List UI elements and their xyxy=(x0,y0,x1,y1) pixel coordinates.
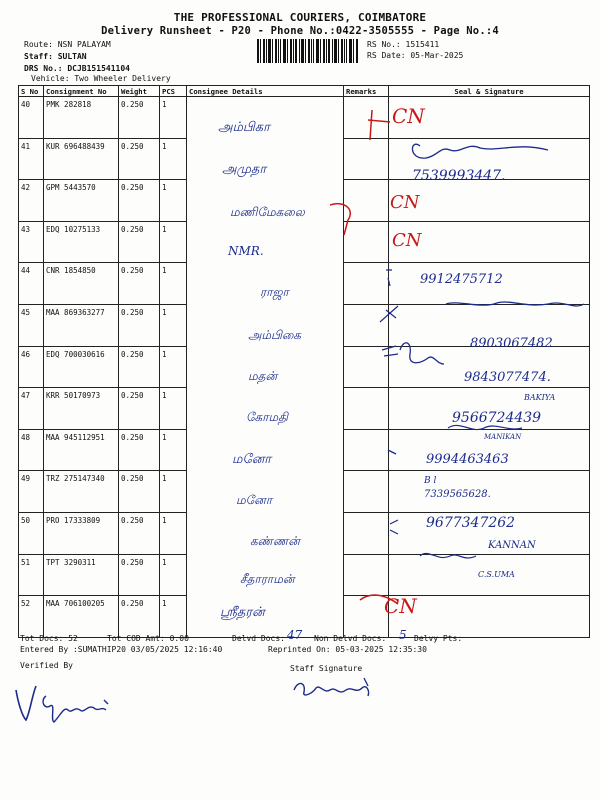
row-sno: 46 xyxy=(19,346,44,388)
handwritten-note: KANNAN xyxy=(488,540,536,551)
row-consignment-no: MAA 706100205 xyxy=(44,596,119,638)
handwritten-name: மனோ xyxy=(232,452,272,467)
handwritten-phone: 9677347262 xyxy=(426,515,516,531)
red-cn-mark: CN xyxy=(392,230,422,251)
entered-by: Entered By :SUMATHIP20 03/05/2025 12:16:40 xyxy=(20,645,223,654)
drs-no-label: DRS No.: DCJB151541104 xyxy=(24,64,130,73)
row-consignment-no: TPT 3290311 xyxy=(44,554,119,596)
row-consignment-no: PRO 17333809 xyxy=(44,512,119,554)
row-weight: 0.250 xyxy=(119,221,160,263)
handwritten-name: NMR. xyxy=(228,244,264,258)
row-sno: 50 xyxy=(19,512,44,554)
row-consignment-no: GPM 5443570 xyxy=(44,180,119,222)
delvd-docs-value: 47 xyxy=(287,628,303,642)
handwritten-phone: 9912475712 xyxy=(420,272,503,287)
handwritten-name: அம்பிகா xyxy=(218,120,270,135)
row-weight: 0.250 xyxy=(119,596,160,638)
row-weight: 0.250 xyxy=(119,554,160,596)
rs-date-label: RS Date: 05-Mar-2025 xyxy=(367,51,464,60)
row-pcs: 1 xyxy=(160,304,187,346)
handwritten-phone: 9994463463 xyxy=(426,452,509,467)
row-sno: 45 xyxy=(19,304,44,346)
handwritten-note: BAKIYA xyxy=(524,393,556,402)
red-cn-mark: CN xyxy=(384,594,417,618)
handwritten-name: கோமதி xyxy=(246,410,288,424)
company-title: THE PROFESSIONAL COURIERS, COIMBATORE xyxy=(173,11,427,24)
row-sno: 47 xyxy=(19,388,44,430)
handwritten-note: B l xyxy=(424,476,437,486)
row-weight: 0.250 xyxy=(119,388,160,430)
red-cn-mark: CN xyxy=(390,192,420,213)
row-pcs: 1 xyxy=(160,263,187,305)
delvy-pts-label: Delvy Pts: xyxy=(414,634,463,643)
col-pcs: PCS xyxy=(160,86,187,97)
handwritten-name: கண்ணன் xyxy=(250,534,300,548)
row-weight: 0.250 xyxy=(119,512,160,554)
row-sno: 43 xyxy=(19,221,44,263)
row-pcs: 1 xyxy=(160,471,187,513)
row-consignee-details xyxy=(187,221,344,263)
row-sno: 52 xyxy=(19,596,44,638)
remarks-pen-marks xyxy=(330,110,400,610)
handwritten-phone: 7539993447. xyxy=(412,168,506,184)
row-weight: 0.250 xyxy=(119,138,160,180)
rs-no-label: RS No.: 1515411 xyxy=(367,40,440,49)
row-pcs: 1 xyxy=(160,512,187,554)
tot-cod-amt: Tot COD Amt: 0.00 xyxy=(107,634,189,643)
handwritten-note: MANIKAN xyxy=(484,433,522,441)
delvd-docs-label: Delvd Docs: xyxy=(232,634,285,643)
non-delvd-docs-label: Non Delvd Docs: xyxy=(314,634,387,643)
row-pcs: 1 xyxy=(160,346,187,388)
row-seal-signature xyxy=(389,596,590,638)
handwritten-phone: 8903067482 xyxy=(470,336,553,351)
handwritten-name: ராஜா xyxy=(260,285,289,299)
col-weight: Weight xyxy=(119,86,160,97)
row-consignment-no: CNR 1854850 xyxy=(44,263,119,305)
row-pcs: 1 xyxy=(160,180,187,222)
route-label: Route: NSN PALAYAM xyxy=(24,40,111,49)
col-consignee: Consignee Details xyxy=(187,86,344,97)
verifier-signature xyxy=(10,676,120,732)
row-sno: 40 xyxy=(19,97,44,139)
row-pcs: 1 xyxy=(160,138,187,180)
handwritten-phone: 7339565628. xyxy=(424,489,491,500)
row-sno: 42 xyxy=(19,180,44,222)
row-pcs: 1 xyxy=(160,97,187,139)
row-consignment-no: KRR 50170973 xyxy=(44,388,119,430)
handwritten-name: அம்பிகை xyxy=(248,328,301,342)
row-weight: 0.250 xyxy=(119,346,160,388)
row-consignment-no: MAA 945112951 xyxy=(44,429,119,471)
row-consignment-no: TRZ 275147340 xyxy=(44,471,119,513)
row-pcs: 1 xyxy=(160,554,187,596)
red-cn-mark: CN xyxy=(392,104,425,128)
row-weight: 0.250 xyxy=(119,263,160,305)
col-sno: S No xyxy=(19,86,44,97)
row-sno: 51 xyxy=(19,554,44,596)
row-consignment-no: EDQ 10275133 xyxy=(44,221,119,263)
handwritten-name: ஸ்ரீதரன் xyxy=(220,605,265,620)
row-sno: 49 xyxy=(19,471,44,513)
handwritten-name: மனோ xyxy=(236,493,273,507)
row-pcs: 1 xyxy=(160,429,187,471)
staff-signature-label: Staff Signature xyxy=(290,664,363,673)
row-consignee-details xyxy=(187,596,344,638)
row-consignment-no: MAA 869363277 xyxy=(44,304,119,346)
vehicle-label: Vehicle: Two Wheeler Delivery xyxy=(31,74,171,83)
row-weight: 0.250 xyxy=(119,180,160,222)
row-weight: 0.250 xyxy=(119,471,160,513)
handwritten-phone: 9843077474. xyxy=(464,370,551,385)
handwritten-name: மணிமேகலை xyxy=(230,205,305,219)
row-sno: 44 xyxy=(19,263,44,305)
table-header-row xyxy=(19,86,590,97)
handwritten-name: மதன் xyxy=(248,369,278,383)
handwritten-name: சீதாராமன் xyxy=(240,572,295,586)
verified-by-label: Verified By xyxy=(20,661,73,670)
row-weight: 0.250 xyxy=(119,304,160,346)
col-remarks: Remarks xyxy=(344,86,389,97)
staff-label: Staff: SULTAN xyxy=(24,52,87,61)
runsheet-title: Delivery Runsheet - P20 - Phone No.:0422-3505555 - Page No.:4 xyxy=(101,25,499,37)
non-delvd-docs-value: 5 xyxy=(399,628,407,642)
row-pcs: 1 xyxy=(160,221,187,263)
handwritten-phone: 9566724439 xyxy=(452,410,542,426)
table-row xyxy=(19,596,590,638)
row-pcs: 1 xyxy=(160,596,187,638)
handwritten-name: அமுதா xyxy=(222,162,267,177)
row-weight: 0.250 xyxy=(119,429,160,471)
col-consignment: Consignment No xyxy=(44,86,119,97)
reprinted-on: Reprinted On: 05-03-2025 12:35:30 xyxy=(268,645,427,654)
staff-signature xyxy=(290,674,380,700)
row-consignment-no: PMK 282818 xyxy=(44,97,119,139)
row-sno: 48 xyxy=(19,429,44,471)
seal-signatures xyxy=(398,128,588,598)
row-consignment-no: EDQ 700030616 xyxy=(44,346,119,388)
col-seal-signature: Seal & Signature xyxy=(389,86,590,97)
row-consignment-no: KUR 696488439 xyxy=(44,138,119,180)
handwritten-note: C.S.UMA xyxy=(478,570,515,579)
row-pcs: 1 xyxy=(160,388,187,430)
row-sno: 41 xyxy=(19,138,44,180)
barcode-image xyxy=(257,39,359,63)
row-weight: 0.250 xyxy=(119,97,160,139)
tot-docs: Tot Docs: 52 xyxy=(20,634,78,643)
